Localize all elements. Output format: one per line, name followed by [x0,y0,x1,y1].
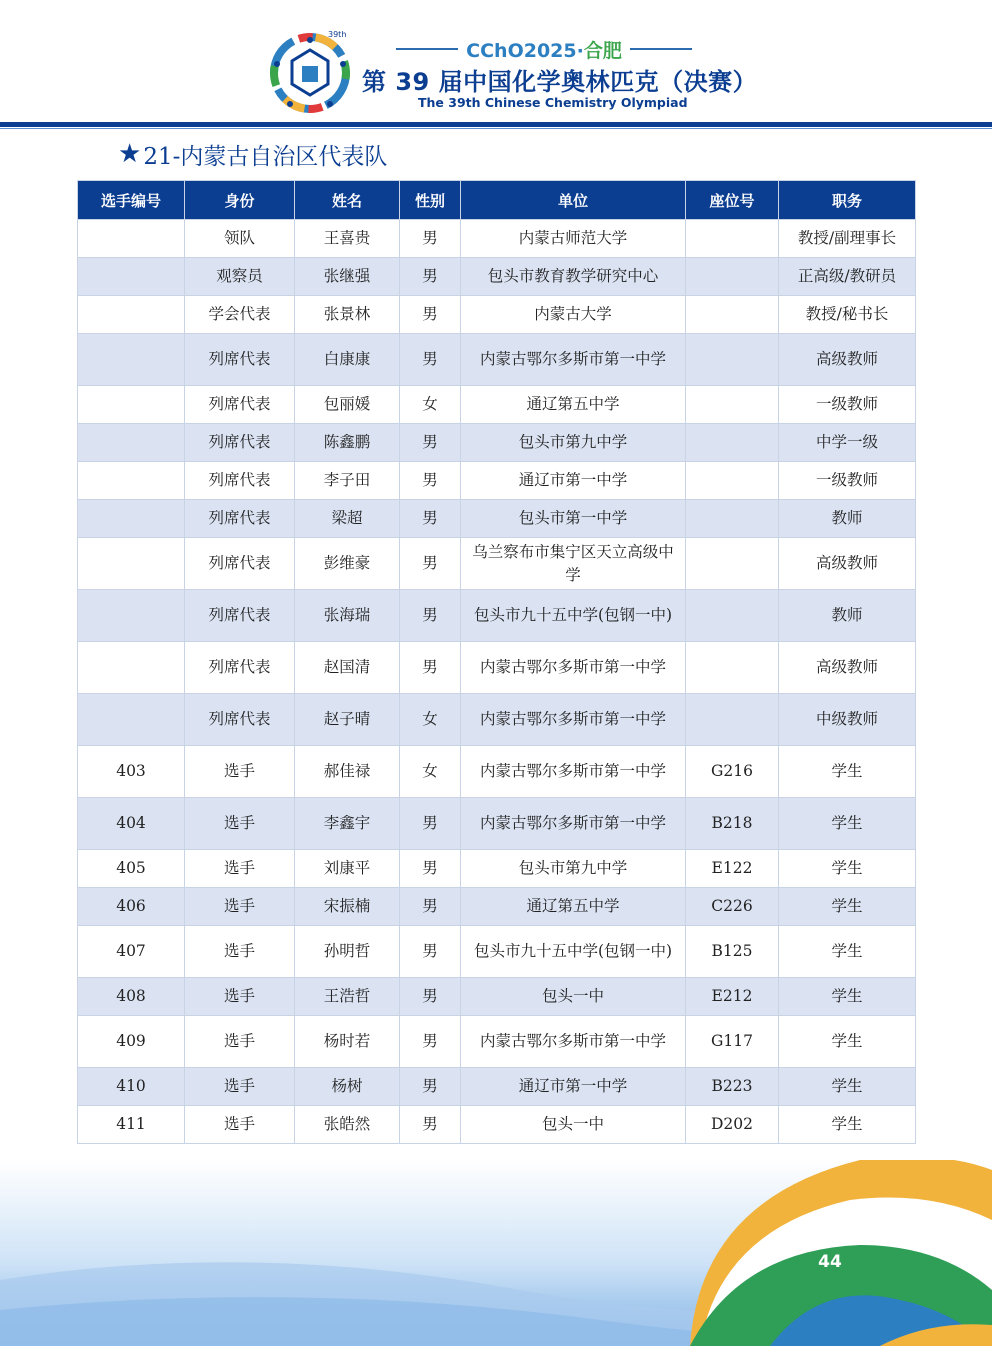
cell-role: 列席代表 [185,590,295,642]
cell-gender: 男 [400,978,461,1016]
divider [396,48,458,50]
divider [630,48,692,50]
cell-name: 梁超 [295,500,400,538]
ccho-logo-icon [262,28,358,118]
cell-gender: 男 [400,1016,461,1068]
cell-organization: 内蒙古鄂尔多斯市第一中学 [461,1016,686,1068]
cell-role: 选手 [185,926,295,978]
cell-contestant-id [78,538,185,590]
cell-gender: 男 [400,538,461,590]
cell-position: 学生 [779,1068,916,1106]
cell-contestant-id: 403 [78,746,185,798]
cell-position: 学生 [779,978,916,1016]
cell-seat: C226 [686,888,779,926]
cell-role: 列席代表 [185,462,295,500]
cell-name: 李鑫宇 [295,798,400,850]
cell-position: 学生 [779,1106,916,1144]
table-row [78,978,916,1016]
cell-gender: 男 [400,850,461,888]
cell-position: 教授/秘书长 [779,296,916,334]
cell-name: 张皓然 [295,1106,400,1144]
cell-name: 宋振楠 [295,888,400,926]
edition-badge: 39th [328,30,347,39]
cell-role: 列席代表 [185,538,295,590]
cell-organization: 内蒙古鄂尔多斯市第一中学 [461,746,686,798]
cell-gender: 女 [400,746,461,798]
cell-name: 杨树 [295,1068,400,1106]
table-row [78,538,916,590]
cell-position: 高级教师 [779,538,916,590]
cell-name: 王喜贵 [295,220,400,258]
cell-organization: 包头市教育教学研究中心 [461,258,686,296]
table-row [78,694,916,746]
table-row [78,1016,916,1068]
cell-name: 杨时若 [295,1016,400,1068]
page-header [0,0,992,122]
cell-position: 中学一级 [779,424,916,462]
cell-gender: 男 [400,590,461,642]
cell-role: 选手 [185,746,295,798]
cell-role: 选手 [185,888,295,926]
cell-gender: 男 [400,642,461,694]
brand-line [396,38,692,60]
cell-contestant-id: 409 [78,1016,185,1068]
column-header: 选手编号 [78,181,185,220]
table-row [78,500,916,538]
cell-position: 教师 [779,500,916,538]
cell-organization: 通辽第五中学 [461,888,686,926]
cell-role: 选手 [185,850,295,888]
cell-position: 学生 [779,888,916,926]
cell-organization: 包头一中 [461,978,686,1016]
table-row [78,220,916,258]
column-header: 姓名 [295,181,400,220]
cell-contestant-id: 410 [78,1068,185,1106]
cell-contestant-id [78,424,185,462]
cell-seat [686,538,779,590]
cell-seat [686,590,779,642]
cell-organization: 内蒙古大学 [461,296,686,334]
cell-role: 选手 [185,1068,295,1106]
cell-contestant-id: 408 [78,978,185,1016]
cell-contestant-id: 404 [78,798,185,850]
cell-role: 观察员 [185,258,295,296]
cell-seat: D202 [686,1106,779,1144]
cell-position: 学生 [779,798,916,850]
page-number: 44 [818,1252,842,1272]
cell-name: 赵子晴 [295,694,400,746]
cell-gender: 男 [400,1106,461,1144]
cell-organization: 内蒙古鄂尔多斯市第一中学 [461,694,686,746]
column-header: 性别 [400,181,461,220]
table-row [78,926,916,978]
cell-organization: 内蒙古鄂尔多斯市第一中学 [461,798,686,850]
section-heading [118,138,387,170]
cell-position: 一级教师 [779,462,916,500]
cell-contestant-id [78,590,185,642]
cell-name: 包丽媛 [295,386,400,424]
header-divider-thin [0,128,992,129]
cell-gender: 男 [400,462,461,500]
cell-seat [686,220,779,258]
cell-name: 陈鑫鹏 [295,424,400,462]
table-row [78,746,916,798]
cell-organization: 包头市第九中学 [461,424,686,462]
cell-role: 领队 [185,220,295,258]
cell-position: 学生 [779,746,916,798]
cell-name: 郝佳禄 [295,746,400,798]
cell-gender: 男 [400,334,461,386]
cell-seat [686,642,779,694]
cell-gender: 男 [400,798,461,850]
table-header-row [78,181,916,220]
cell-seat [686,296,779,334]
column-header: 单位 [461,181,686,220]
cell-seat [686,258,779,296]
cell-organization: 通辽市第一中学 [461,1068,686,1106]
cell-contestant-id: 406 [78,888,185,926]
team-roster-table [77,180,916,1144]
cell-seat [686,500,779,538]
cell-gender: 男 [400,296,461,334]
brand-city: 合肥 [583,39,622,62]
cell-seat [686,334,779,386]
cell-name: 李子田 [295,462,400,500]
cell-seat [686,694,779,746]
cell-contestant-id [78,462,185,500]
cell-position: 学生 [779,1016,916,1068]
cell-contestant-id [78,694,185,746]
cell-seat: B223 [686,1068,779,1106]
cell-organization: 内蒙古鄂尔多斯市第一中学 [461,334,686,386]
cell-organization: 包头一中 [461,1106,686,1144]
cell-role: 选手 [185,978,295,1016]
cell-organization: 包头市第一中学 [461,500,686,538]
cell-contestant-id [78,296,185,334]
cell-seat: G117 [686,1016,779,1068]
cell-position: 教师 [779,590,916,642]
table-row [78,296,916,334]
table-row [78,1106,916,1144]
column-header: 身份 [185,181,295,220]
cell-seat: E212 [686,978,779,1016]
cell-position: 中级教师 [779,694,916,746]
cell-seat: B218 [686,798,779,850]
cell-gender: 男 [400,888,461,926]
cell-gender: 男 [400,500,461,538]
cell-gender: 男 [400,926,461,978]
cell-name: 王浩哲 [295,978,400,1016]
cell-organization: 通辽市第一中学 [461,462,686,500]
cell-contestant-id [78,334,185,386]
cell-role: 选手 [185,1016,295,1068]
cell-role: 学会代表 [185,296,295,334]
cell-seat [686,462,779,500]
cell-organization: 包头市九十五中学(包钢一中) [461,926,686,978]
cell-role: 列席代表 [185,386,295,424]
column-header: 座位号 [686,181,779,220]
cell-gender: 男 [400,220,461,258]
cell-name: 张海瑞 [295,590,400,642]
cell-gender: 女 [400,386,461,424]
page-title: 第 39 届中国化学奥林匹克（决赛） [362,68,758,96]
cell-organization: 包头市第九中学 [461,850,686,888]
cell-name: 赵国清 [295,642,400,694]
cell-gender: 男 [400,1068,461,1106]
cell-contestant-id: 407 [78,926,185,978]
page-subtitle: The 39th Chinese Chemistry Olympiad [418,95,688,110]
section-title: 21-内蒙古自治区代表队 [143,143,388,170]
cell-name: 刘康平 [295,850,400,888]
cell-contestant-id [78,220,185,258]
cell-position: 学生 [779,926,916,978]
cell-seat: B125 [686,926,779,978]
table-row [78,590,916,642]
table-row [78,1068,916,1106]
cell-name: 孙明哲 [295,926,400,978]
cell-seat [686,424,779,462]
table-body [78,220,916,1144]
star-icon: ★ [118,139,142,169]
cell-role: 选手 [185,798,295,850]
cell-name: 彭维豪 [295,538,400,590]
cell-position: 高级教师 [779,642,916,694]
cell-organization: 内蒙古师范大学 [461,220,686,258]
cell-role: 选手 [185,1106,295,1144]
brand [458,36,630,63]
table-row [78,850,916,888]
brand-name: CChO2025 [466,39,577,62]
column-header: 职务 [779,181,916,220]
cell-organization: 内蒙古鄂尔多斯市第一中学 [461,642,686,694]
cell-position: 学生 [779,850,916,888]
cell-gender: 女 [400,694,461,746]
table-row [78,888,916,926]
cell-position: 高级教师 [779,334,916,386]
cell-role: 列席代表 [185,642,295,694]
table-row [78,642,916,694]
header-divider [0,122,992,127]
cell-seat [686,386,779,424]
cell-contestant-id [78,258,185,296]
table-row [78,258,916,296]
cell-role: 列席代表 [185,424,295,462]
cell-position: 教授/副理事长 [779,220,916,258]
cell-name: 白康康 [295,334,400,386]
cell-contestant-id: 411 [78,1106,185,1144]
cell-contestant-id [78,386,185,424]
cell-position: 一级教师 [779,386,916,424]
cell-gender: 男 [400,258,461,296]
table-row [78,386,916,424]
cell-role: 列席代表 [185,334,295,386]
cell-name: 张继强 [295,258,400,296]
cell-role: 列席代表 [185,500,295,538]
cell-contestant-id [78,642,185,694]
table-row [78,462,916,500]
cell-organization: 包头市九十五中学(包钢一中) [461,590,686,642]
cell-position: 正高级/教研员 [779,258,916,296]
cell-organization: 乌兰察布市集宁区天立高级中学 [461,538,686,590]
table-row [78,798,916,850]
table-row [78,424,916,462]
cell-contestant-id: 405 [78,850,185,888]
cell-name: 张景林 [295,296,400,334]
brand-separator: · [576,39,584,62]
cell-role: 列席代表 [185,694,295,746]
table-row [78,334,916,386]
cell-seat: G216 [686,746,779,798]
cell-contestant-id [78,500,185,538]
cell-organization: 通辽第五中学 [461,386,686,424]
cell-seat: E122 [686,850,779,888]
cell-gender: 男 [400,424,461,462]
